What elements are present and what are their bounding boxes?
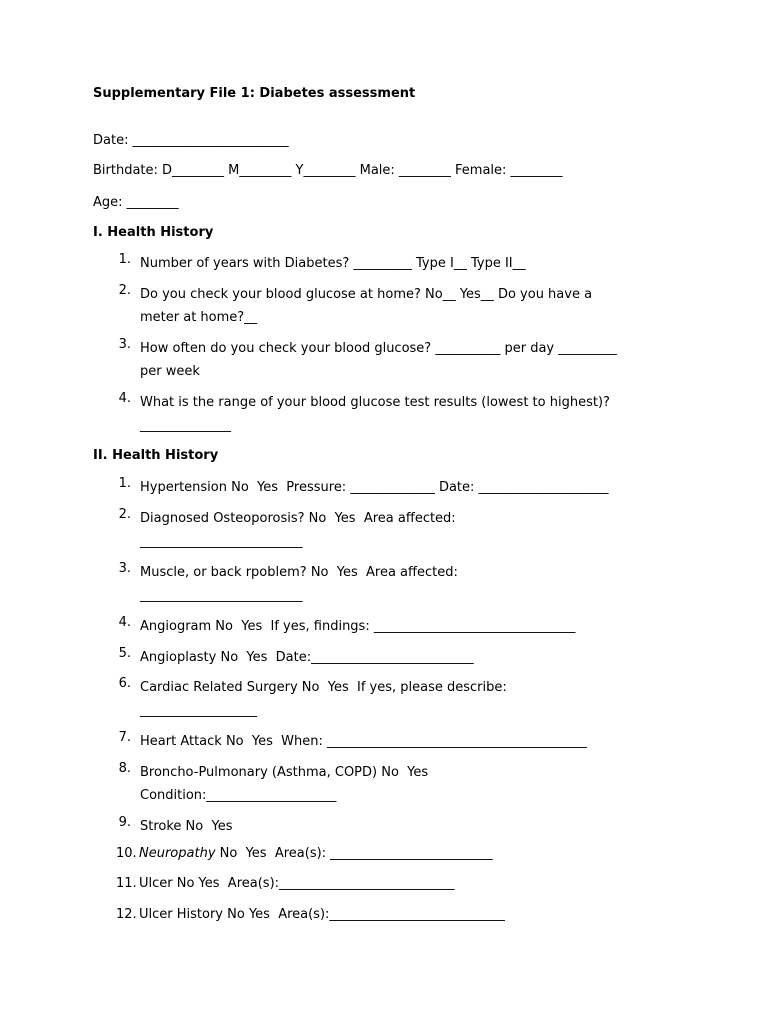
item-number: 1. xyxy=(118,476,131,491)
item-number: 3. xyxy=(118,561,131,576)
item-text: Angiogram No Yes If yes, findings: _______________________________ xyxy=(140,619,576,634)
section-2-heading: II. Health History xyxy=(93,448,219,463)
item-text: What is the range of your blood glucose test results (lowest to highest)? ______________ xyxy=(140,395,610,433)
item-text: Cardiac Related Surgery No Yes If yes, please describe: __________________ xyxy=(140,680,507,718)
item-text: Hypertension No Yes Pressure: _____________ Date: ____________________ xyxy=(140,480,609,495)
item-text: Ulcer No Yes Area(s):___________________________ xyxy=(139,876,455,891)
item-number: 10. xyxy=(116,846,137,861)
item-text: Diagnosed Osteoporosis? No Yes Area affected: _________________________ xyxy=(140,511,456,549)
item-text: Stroke No Yes xyxy=(140,819,233,834)
item-number: 1. xyxy=(118,252,131,267)
item-text: Angioplasty No Yes Date:_________________________ xyxy=(140,650,474,665)
item-number: 12. xyxy=(116,907,137,922)
item-text xyxy=(139,846,493,861)
item-text: Muscle, or back rpoblem? No Yes Area affected: _________________________ xyxy=(140,565,458,603)
item-number: 8. xyxy=(118,761,131,776)
item-number: 2. xyxy=(118,507,131,522)
item-number: 5. xyxy=(118,646,131,661)
item-italic-term: Neuropathy xyxy=(139,846,216,861)
item-text: Heart Attack No Yes When: ________________________________________ xyxy=(140,734,587,749)
item-text-rest: No Yes Area(s): _________________________ xyxy=(215,846,493,861)
item-number: 11. xyxy=(116,876,137,891)
item-text: Ulcer History No Yes Area(s):___________________________ xyxy=(139,907,505,922)
item-text: Broncho-Pulmonary (Asthma, COPD) No Yes Condition:____________________ xyxy=(140,765,429,803)
item-number: 9. xyxy=(118,815,131,830)
document-title: Supplementary File 1: Diabetes assessment xyxy=(93,86,416,101)
item-number: 7. xyxy=(118,730,131,745)
item-number: 4. xyxy=(118,391,131,406)
date-field: Date: ________________________ xyxy=(93,133,289,148)
item-number: 2. xyxy=(118,283,131,298)
item-text: Do you check your blood glucose at home? No__ Yes__ Do you have a meter at home?__ xyxy=(140,287,593,325)
item-number: 6. xyxy=(118,676,131,691)
age-field: Age: ________ xyxy=(93,195,179,210)
item-text: Number of years with Diabetes? _________ Type I__ Type II__ xyxy=(140,256,526,271)
item-number: 4. xyxy=(118,615,131,630)
birthdate-field: Birthdate: D________ M________ Y________ Male: ________ Female: ________ xyxy=(93,163,563,178)
item-number: 3. xyxy=(118,337,131,352)
section-1-heading: I. Health History xyxy=(93,225,214,240)
item-text: How often do you check your blood glucose? __________ per day _________ per week xyxy=(140,341,617,379)
